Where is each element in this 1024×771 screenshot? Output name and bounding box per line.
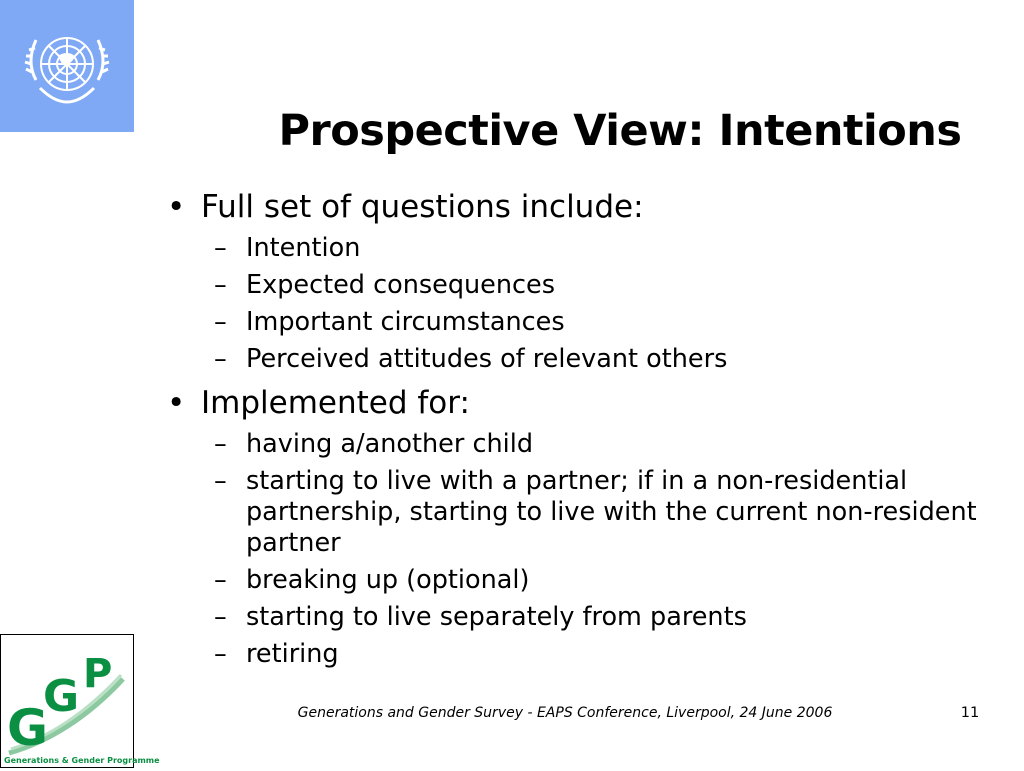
dash-icon: –: [214, 639, 227, 669]
sub-item-text: having a/another child: [246, 429, 533, 459]
bullet-text: Implemented for:: [201, 385, 470, 421]
svg-text:Generations & Gender Programme: Generations & Gender Programme: [4, 756, 160, 765]
sub-item: [164, 565, 964, 596]
bullet-icon: •: [167, 385, 186, 421]
sub-item: [164, 429, 964, 460]
sub-item-text: starting to live with a partner; if in a non-residential partnership, starting to live with the current non-resident partner: [246, 466, 977, 558]
svg-text:G: G: [7, 699, 49, 757]
ggp-logo-icon: [1, 635, 160, 767]
bullet-item: [164, 384, 964, 422]
sub-item-text: Important circumstances: [246, 307, 565, 337]
sub-item: [164, 344, 964, 375]
un-emblem-icon: [14, 20, 120, 114]
sub-item: [164, 307, 964, 338]
sub-item: [164, 233, 964, 264]
sub-item: [164, 270, 964, 301]
sub-item-text: retiring: [246, 639, 339, 669]
section-implemented: [164, 384, 977, 670]
svg-text:P: P: [83, 651, 113, 697]
dash-icon: –: [214, 602, 227, 632]
dash-icon: –: [214, 429, 227, 459]
sub-item-text: Perceived attitudes of relevant others: [246, 344, 728, 374]
sub-item-text: Intention: [246, 233, 361, 263]
sub-item-text: Expected consequences: [246, 270, 556, 300]
un-logo: [0, 0, 134, 132]
sub-item-text: starting to live separately from parents: [246, 602, 747, 632]
sub-item: [164, 466, 1006, 559]
slide-content: [164, 188, 977, 670]
sub-item: [164, 639, 964, 670]
section-questions: [164, 188, 964, 375]
svg-text:G: G: [43, 671, 80, 722]
dash-icon: –: [214, 307, 227, 337]
ggp-logo: [0, 634, 160, 768]
dash-icon: –: [214, 344, 227, 374]
slide-title: Prospective View: Intentions: [278, 106, 962, 156]
dash-icon: –: [214, 233, 227, 263]
footer-text: Generations and Gender Survey - EAPS Conference, Liverpool, 24 June 2006: [297, 705, 833, 721]
bullet-item: [164, 188, 964, 226]
bullet-icon: •: [167, 189, 186, 225]
page-number: 11: [960, 705, 980, 721]
dash-icon: –: [214, 565, 227, 595]
dash-icon: –: [214, 270, 227, 300]
sub-item: [164, 602, 964, 633]
bullet-text: Full set of questions include:: [201, 189, 644, 225]
sub-item-text: breaking up (optional): [246, 565, 530, 595]
dash-icon: –: [214, 466, 227, 496]
